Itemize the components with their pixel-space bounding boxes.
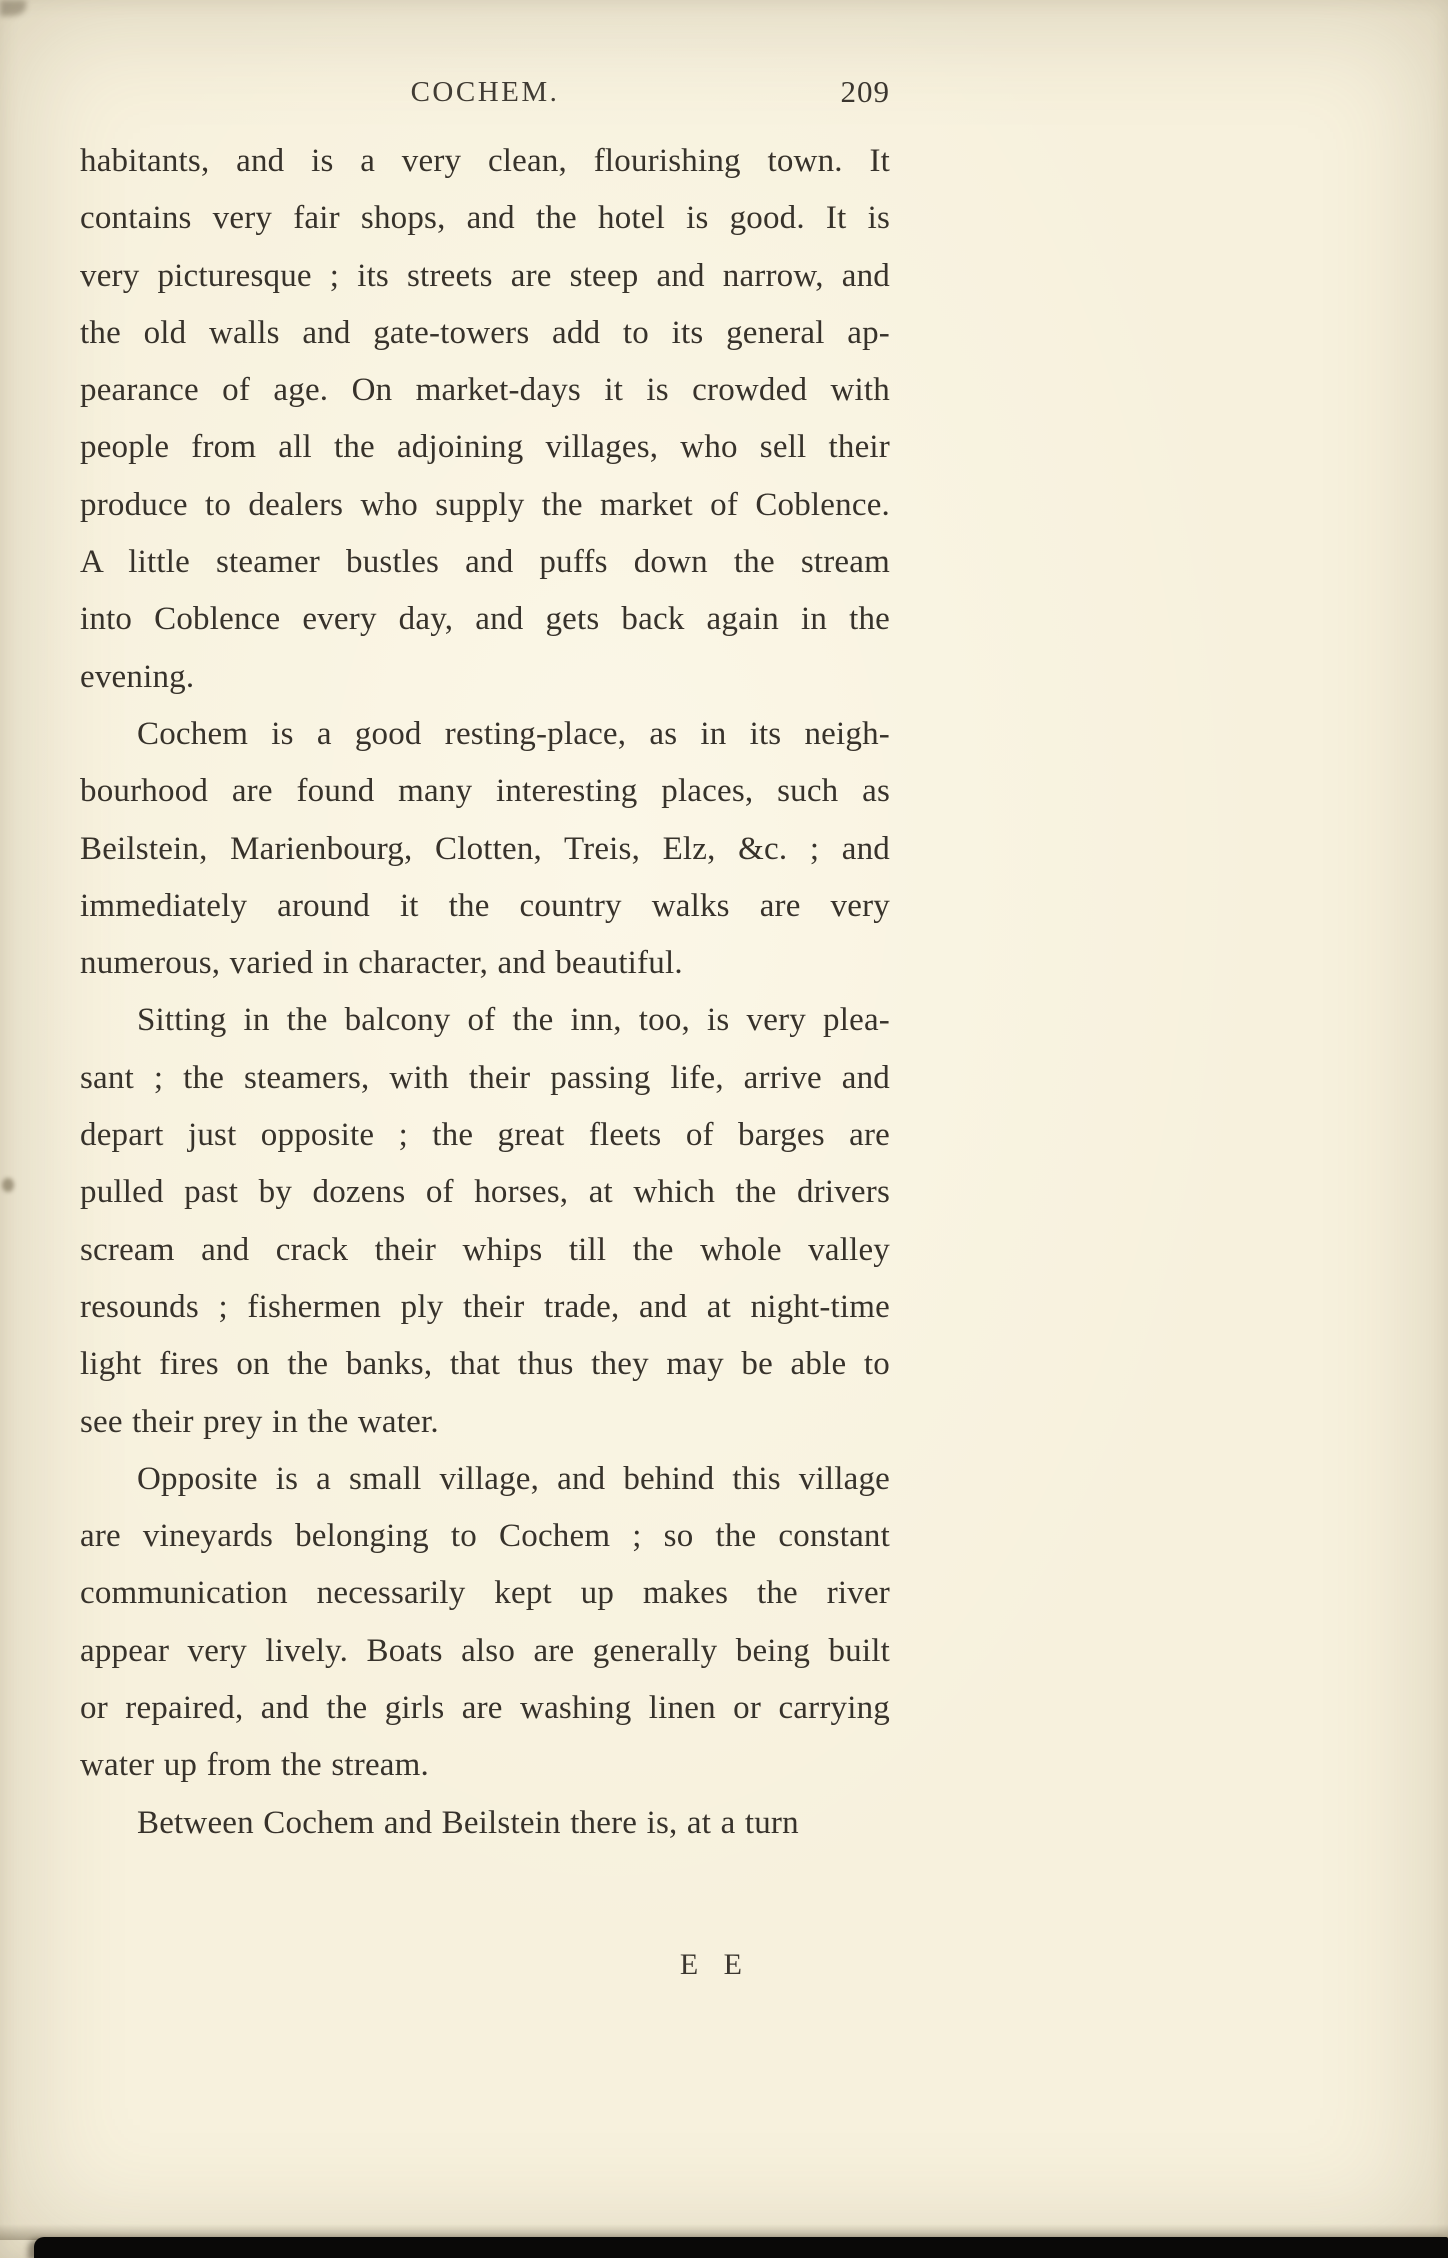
text-line: communication necessarily kept up makes the river	[80, 1575, 890, 1612]
scan-edge-bar	[34, 2237, 1448, 2258]
text-line: habitants, and is a very clean, flourishing town. It	[80, 143, 890, 179]
text-line: Between Cochem and Beilstein there is, at a turn	[137, 1804, 799, 1841]
text-line: scream and crack their whips till the whole valley	[80, 1231, 890, 1268]
running-head	[80, 76, 890, 116]
text-line: contains very fair shops, and the hotel is good. It is	[80, 200, 890, 237]
text-line: depart just opposite ; the great fleets of barges are	[80, 1117, 890, 1154]
signature-mark: E E	[679, 1948, 744, 1981]
text-line: evening.	[80, 658, 195, 695]
text-line: resounds ; fishermen ply their trade, and at night-time	[80, 1288, 890, 1325]
scan-speck	[2, 1178, 14, 1192]
text-line: appear very lively. Boats also are generally being built	[80, 1632, 890, 1669]
page-text	[80, 133, 890, 1852]
text-line: Sitting in the balcony of the inn, too, is very plea-	[137, 1002, 890, 1039]
text-line: are vineyards belonging to Cochem ; so the constant	[80, 1518, 890, 1555]
text-line: the old walls and gate-towers add to its general ap-	[80, 314, 890, 351]
page-number: 209	[840, 74, 890, 109]
text-line: Cochem is a good resting-place, as in its neigh-	[137, 715, 890, 752]
text-line: Opposite is a small village, and behind this village	[137, 1460, 890, 1497]
text-line: water up from the stream.	[80, 1747, 429, 1784]
text-line: A little steamer bustles and puffs down the stream	[80, 544, 890, 581]
text-line: sant ; the steamers, with their passing life, arrive and	[80, 1059, 890, 1096]
text-line: bourhood are found many interesting places, such as	[80, 773, 890, 810]
text-line: numerous, varied in character, and beautiful.	[80, 945, 683, 982]
text-line: see their prey in the water.	[80, 1403, 439, 1440]
text-line: light fires on the banks, that thus they may be able to	[80, 1346, 890, 1383]
text-line: into Coblence every day, and gets back again in the	[80, 601, 890, 638]
text-line: pearance of age. On market-days it is crowded with	[80, 372, 890, 409]
text-line: pulled past by dozens of horses, at which the drivers	[80, 1174, 890, 1211]
text-line: Beilstein, Marienbourg, Clotten, Treis, Elz, &c. ; and	[80, 830, 890, 867]
text-line: or repaired, and the girls are washing linen or carrying	[80, 1690, 890, 1727]
text-line: immediately around it the country walks are very	[80, 887, 890, 924]
text-line: produce to dealers who supply the market of Coblence.	[80, 486, 890, 523]
text-line: people from all the adjoining villages, who sell their	[80, 429, 890, 466]
scan-speck	[0, 0, 26, 16]
text-line: very picturesque ; its streets are steep and narrow, and	[80, 257, 890, 294]
page-title: COCHEM.	[410, 76, 560, 108]
